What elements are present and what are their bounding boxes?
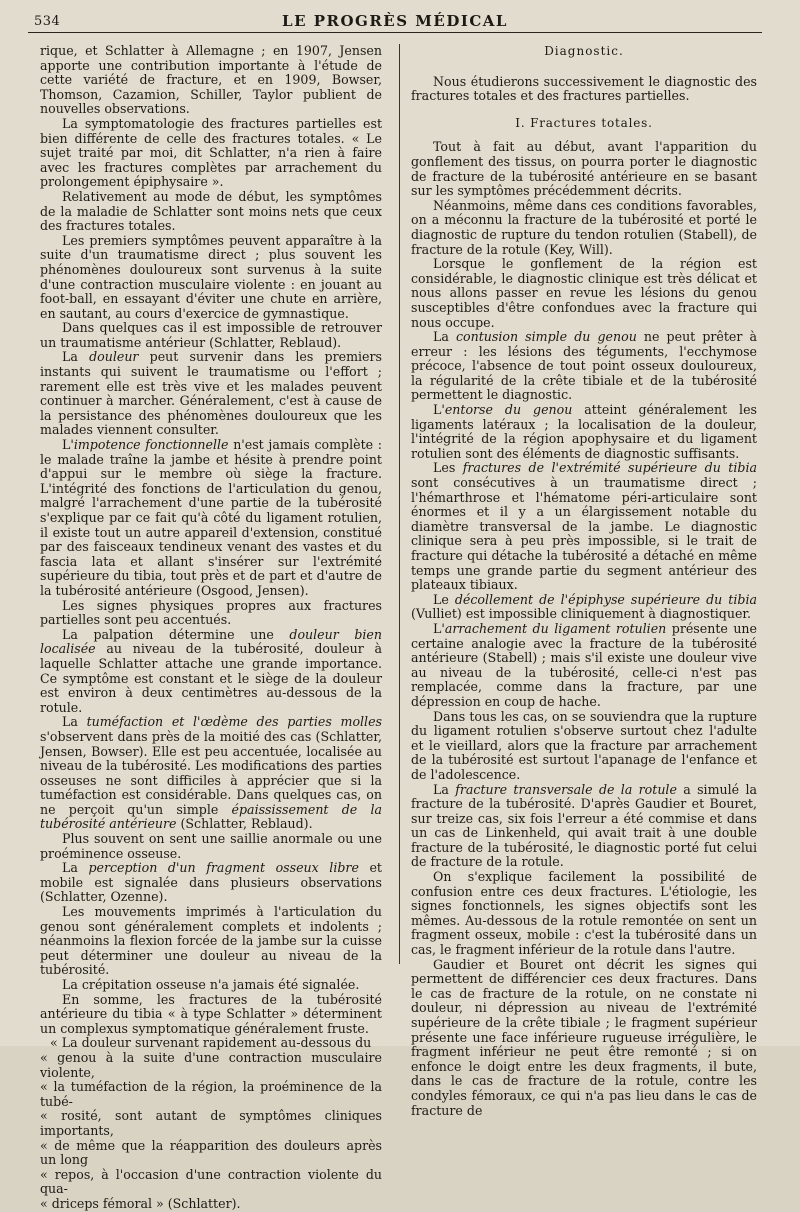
text-run: En somme, les fractures de la tubérosité antérieure du tibia « à type Schlatter » déterminent un complexus symptomatique généralement fruste. <box>40 991 382 1036</box>
text-run: atteint généralement les ligaments latéraux ; la localisation de la douleur, l'intégrité de la région apophysaire et du ligament rotulien sont des éléments de diagnostic suffisants. <box>411 402 758 461</box>
quote-line <box>40 1139 382 1168</box>
paragraph <box>40 905 382 978</box>
text-run: Le <box>433 591 455 607</box>
text-run: « repos, à l'occasion d'une contraction violente du qua- <box>40 1166 382 1197</box>
text-run: Néanmoins, même dans ces conditions favorables, on a méconnu la fracture de la tubérosité et porté le diagnostic de rupture du tendon rotulien (Stabell), de fracture de la rotule (Key, Will). <box>411 197 757 257</box>
text-run: Les <box>433 460 463 476</box>
text-run: ne peut prêter à erreur : les lésions des téguments, l'ecchymose précoce, l'absence de tout point osseux douloureux, la régularité de la crête tibiale et de la tubérosité permettent le diagnostic. <box>411 329 758 403</box>
paragraph <box>40 234 382 322</box>
paragraph <box>411 257 757 330</box>
text-run: « la tuméfaction de la région, la proéminence de la tubé- <box>40 1079 382 1109</box>
right-column <box>411 44 757 1118</box>
quote-line <box>40 1109 382 1138</box>
italic-term: fracture transversale de la rotule <box>455 781 677 797</box>
paragraph <box>40 993 382 1037</box>
paragraph <box>411 330 757 403</box>
text-run: La palpation détermine une <box>62 626 290 642</box>
text-run: On s'explique facilement la possibilité de confusion entre ces deux fractures. L'étiologie, les signes fonctionnels, les signes objectifs sont les mêmes. Au-dessous de la rotule remontée on sent un fragment osseux, mobile : c'est la tubérosité dans un cas, le fragment inférieur de la rotule dans l'autre. <box>411 869 757 958</box>
text-run: Lorsque le gonflement de la région est considérable, le diagnostic clinique est très délicat et nous allons passer en revue les lésions du genou susceptibles d'être confondues avec la fracture qui nous occupe. <box>411 256 757 330</box>
paragraph <box>411 783 757 871</box>
paragraph <box>411 199 757 257</box>
italic-term: contusion simple du genou <box>455 329 637 345</box>
paragraph <box>40 321 382 350</box>
italic-term: douleur bien localisée <box>40 626 382 657</box>
text-run: « La douleur survenant rapidement au-dessous du <box>50 1035 372 1051</box>
italic-term: impotence fonctionnelle <box>73 437 229 453</box>
paragraph <box>40 350 382 438</box>
text-run: peut survenir dans les premiers instants qui suivent le traumatisme ou l'effort ; rarement elle est très vive et les malades peuvent continuer à marcher. Généralement, c'est à cause de la persistance des phénomènes douloureux que les malades viennent consulter. <box>40 349 382 438</box>
text-run: (Vulliet) est impossible cliniquement à diagnostiquer. <box>411 606 752 622</box>
paragraph <box>40 44 382 117</box>
paragraph <box>40 832 382 861</box>
text-run: Dans quelques cas il est impossible de retrouver un traumatisme antérieur (Schlatter, Reblaud). <box>40 320 382 350</box>
quote-line <box>40 1051 382 1080</box>
text-run: et mobile est signalée dans plusieurs observations (Schlatter, Ozenne). <box>40 860 382 905</box>
journal-title: LE PROGRÈS MÉDICAL <box>282 12 508 30</box>
text-run: La crépitation osseuse n'a jamais été signalée. <box>62 977 360 992</box>
paragraph <box>411 403 757 461</box>
paragraph <box>40 715 382 832</box>
italic-term: entorse du genou <box>444 402 573 418</box>
text-run: sont consécutives à un traumatisme direct ; l'hémarthrose et l'hématome péri-articulaire sont énormes et il y a un élargissement notable du diamètre transversal de la jambe. Le diagnostic clinique sera à peu près impossible, si le trait de fracture qui détache la tubérosité a détaché en même temps une grande partie du segment antérieur des plateaux tibiaux. <box>411 475 757 593</box>
paragraph <box>40 861 382 905</box>
text-run: La <box>62 860 89 876</box>
paragraph <box>40 978 382 993</box>
paragraph <box>411 461 757 592</box>
paragraph <box>40 438 382 599</box>
page-header <box>28 6 762 33</box>
paragraph <box>411 140 757 198</box>
text-run: « de même que la réapparition des douleurs après un long <box>40 1137 382 1168</box>
text-run: Dans tous les cas, on se souviendra que la rupture du ligament rotulien s'observe surtout chez l'adulte et le vieillard, alors que la fracture par arrachement de la tubérosité est surtout l'apanage de l'enfance et de l'adolescence. <box>411 708 757 782</box>
text-run: Plus souvent on sent une saillie anormale ou une proéminence osseuse. <box>40 831 382 861</box>
text-run: La <box>433 781 456 797</box>
italic-term: perception d'un fragment osseux libre <box>88 860 359 876</box>
paragraph <box>40 599 382 628</box>
text-run: « driceps fémoral » (Schlatter). <box>40 1195 241 1211</box>
italic-term: épaississement de la tubérosité antérieure <box>40 801 382 832</box>
text-run: présente une certaine analogie avec la fracture de la tubérosité antérieure (Stabell) ; mais s'il existe une douleur vive au niveau de la tubérosité, celle-ci n'est pas remplacée, comme dans la fracture, par une dépression en coup de hache. <box>411 620 757 709</box>
text-run: a simulé la fracture de la tubérosité. D'après Gaudier et Bouret, sur treize cas, six fois l'erreur a été commise et dans un cas de Linkenheld, qui avait trait à une double fracture de la tubérosité, le diagnostic porté fut celui de fracture de la rotule. <box>411 781 757 870</box>
italic-term: décollement de l'épiphyse supérieure du tibia <box>454 591 757 607</box>
paragraph <box>411 710 757 783</box>
text-run: Les signes physiques propres aux fractures partielles sont peu accentués. <box>40 597 382 628</box>
text-run: La <box>62 714 87 730</box>
text-run: au niveau de la tubérosité, douleur à laquelle Schlatter attache une grande importance. Ce symptôme est constant et le siège de la douleur est environ à deux centimètres au-dessous de la rotule. <box>40 641 382 715</box>
paragraph <box>40 628 382 716</box>
quote-line <box>40 1197 382 1212</box>
text-run: « genou à la suite d'une contraction musculaire violente, <box>40 1049 382 1080</box>
paragraph <box>40 117 382 190</box>
text-run: s'observent dans près de la moitié des cas (Schlatter, Jensen, Bowser). Elle est peu accentuée, localisée au niveau de la tubérosité. Les modifications des parties osseuses ne sont difficiles à apprécier que si la tuméfaction est considérable. Dans quelques cas, on ne perçoit qu'un simple <box>40 728 382 817</box>
right-paragraphs <box>411 140 757 1118</box>
italic-term: arrachement du ligament rotulien <box>444 620 667 636</box>
page-number: 534 <box>34 14 61 29</box>
paragraph <box>411 622 757 710</box>
text-run: (Schlatter, Reblaud). <box>176 816 313 832</box>
paragraph <box>411 870 757 958</box>
text-run: La symptomatologie des fractures partielles est bien différente de celle des fractures totales. « Le sujet traité par moi, dit Schlatter, n'a rien à faire avec les fractures complètes par arrachement du prolongement épiphysaire ». <box>40 115 382 190</box>
quote-line <box>40 1168 382 1197</box>
intro-paragraph: Nous étudierons successivement le diagnostic des fractures totales et des fractures partielles. <box>411 73 757 104</box>
quote-line <box>40 1036 382 1051</box>
text-run: n'est jamais complète : le malade traîne la jambe et hésite à prendre point d'appui sur le membre où siège la fracture. L'intégrité des fonctions de l'articulation du genou, malgré l'arrachement d'une partie de la tubérosité s'explique par ce fait qu'à côté du ligament rotulien, il existe tout un autre appareil d'extension, constitué par des faisceaux tendineux venant des vastes et du fascia lata et allant s'insérer sur l'extrémité supérieure du tibia, tout près et de part et d'autre de la tubérosité antérieure (Osgood, Jensen). <box>40 437 382 598</box>
text-run: Les mouvements imprimés à l'articulation du genou sont généralement complets et indolents ; néanmoins la flexion forcée de la jambe sur la cuisse peut déterminer une douleur au niveau de la tubérosité. <box>40 904 382 978</box>
text-run: « rosité, sont autant de symptômes cliniques importants, <box>40 1108 382 1138</box>
text-run: L' <box>433 620 445 636</box>
subsection-heading: I. Fractures totales. <box>515 115 653 130</box>
text-run: La <box>433 329 456 345</box>
text-run: Gaudier et Bouret ont décrit les signes qui permettent de différencier ces deux fractures. Dans le cas de fracture de la rotule, on ne constate ni douleur, ni dépression au niveau de l'extrémité supérieure de la crête tibiale ; le fragment supérieur présente une face inférieure rugueuse irrégulière, le fragment inférieur ne peut être remonté ; si on enfonce le doigt entre les deux fragments, il bute, dans le cas de fracture de la rotule, contre les condyles fémoraux, ce qui n'a pas lieu dans le cas de fracture de <box>411 956 757 1118</box>
column-divider <box>399 44 400 964</box>
text-run: rique, et Schlatter à Allemagne ; en 1907, Jensen apporte une contribution importante à l'étude de cette variété de fracture, et en 1909, Bowser, Thomson, Cazamion, Schiller, Taylor publient de nouvelles observations. <box>40 43 382 117</box>
section-heading: Diagnostic. <box>544 44 624 58</box>
italic-term: douleur <box>89 349 139 365</box>
text-run: L' <box>62 437 74 453</box>
left-column <box>40 44 382 1212</box>
text-run: Tout à fait au début, avant l'apparition du gonflement des tissus, on pourra porter le diagnostic de fracture de la tubérosité antérieure en se basant sur les symptômes précédemment décrits. <box>411 139 757 199</box>
paragraph <box>411 593 757 622</box>
paragraph <box>40 190 382 234</box>
text-run: La <box>62 349 90 365</box>
italic-term: fractures de l'extrémité supérieure du tibia <box>462 460 757 476</box>
text-run: Les premiers symptômes peuvent apparaître à la suite d'un traumatisme direct ; plus souvent les phénomènes douloureux sont survenus à la suite d'une contraction musculaire violente : en jouant au foot-ball, en essayant d'éviter une chute en arrière, en sautant, au cours d'exercice de gymnastique. <box>40 232 382 321</box>
paragraph <box>411 958 757 1119</box>
text-run: Relativement au mode de début, les symptômes de la maladie de Schlatter sont moins nets que ceux des fractures totales. <box>40 188 382 234</box>
italic-term: tuméfaction et l'œdème des parties molles <box>86 714 382 730</box>
text-run: L' <box>433 402 445 418</box>
quote-line <box>40 1080 382 1109</box>
